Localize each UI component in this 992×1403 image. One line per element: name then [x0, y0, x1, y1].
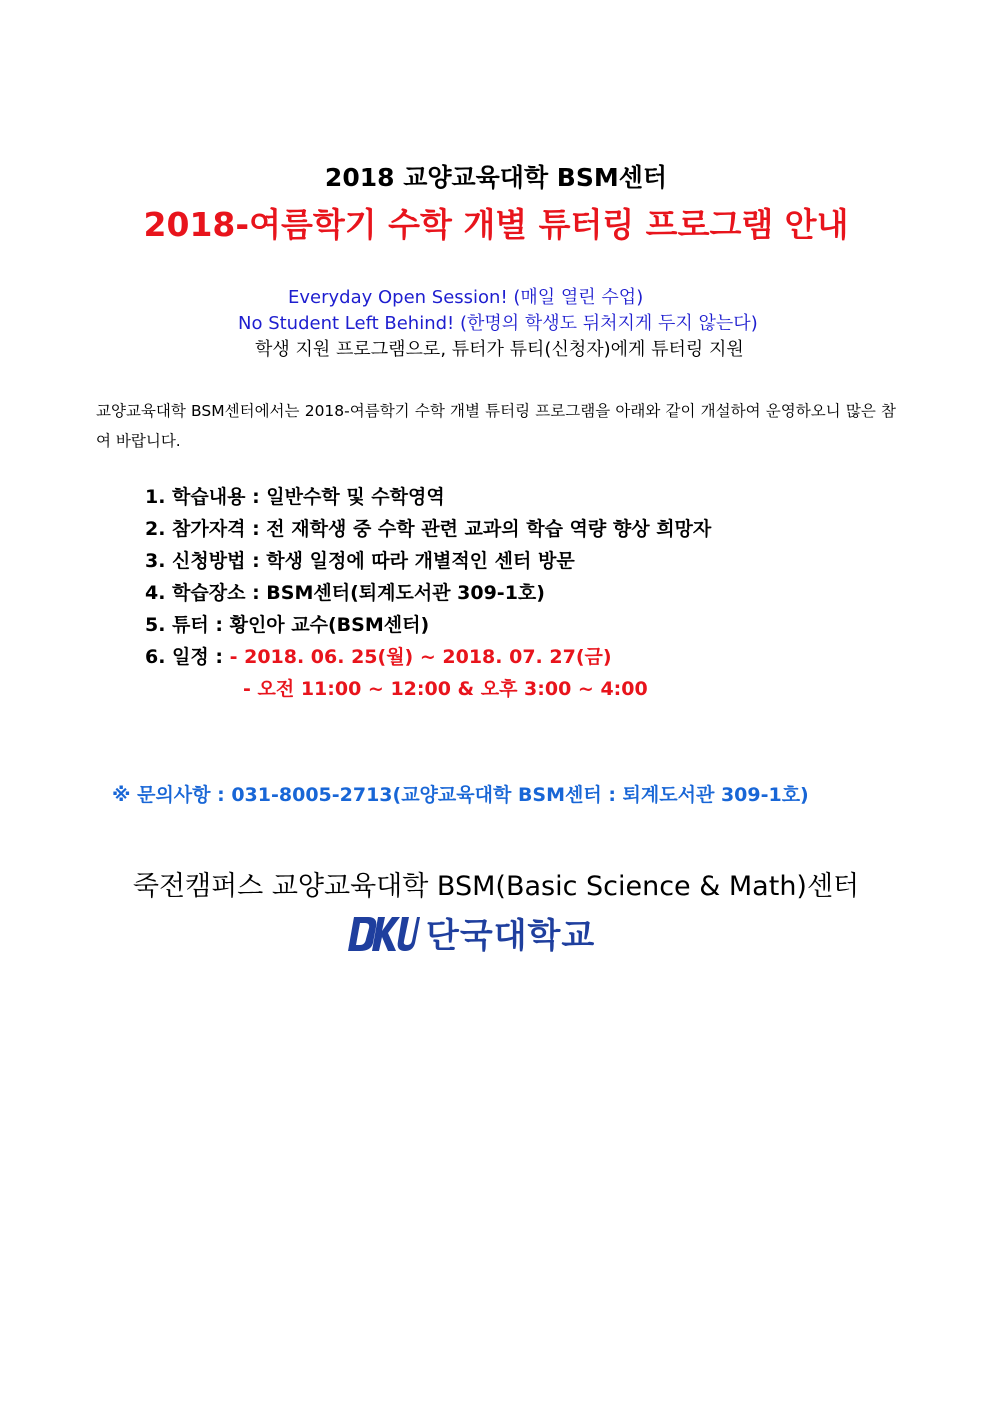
- details-list: [145, 484, 711, 708]
- detail-schedule: [145, 644, 711, 676]
- intro-paragraph: 교양교육대학 BSM센터에서는 2018-여름학기 수학 개별 튜터링 프로그램을 아래와 같이 개설하여 운영하오니 많은 참여 바랍니다.: [96, 402, 896, 450]
- detail-eligibility: 2. 참가자격 : 전 재학생 중 수학 관련 교과의 학습 역량 향상 희망자: [145, 518, 712, 540]
- dku-logo-icon: [348, 913, 420, 953]
- contact-info: ※ 문의사항 : 031-8005-2713(교양교육대학 BSM센터 : 퇴계도서관 309-1호): [112, 784, 809, 806]
- detail-location: 4. 학습장소 : BSM센터(퇴계도서관 309-1호): [145, 582, 545, 604]
- schedule-label: 6. 일정 :: [145, 646, 230, 668]
- university-logo: [348, 908, 595, 957]
- page-title: 2018 교양교육대학 BSM센터: [324, 163, 668, 192]
- slogan-support: 학생 지원 프로그램으로, 튜터가 튜티(신청자)에게 튜터링 지원: [255, 339, 744, 360]
- footer-organization: 죽전캠퍼스 교양교육대학 BSM(Basic Science & Math)센터: [132, 871, 860, 902]
- detail-application: 3. 신청방법 : 학생 일정에 따라 개별적인 센터 방문: [145, 550, 575, 572]
- program-title: 2018-여름학기 수학 개별 튜터링 프로그램 안내: [143, 205, 849, 244]
- slogan-open-session: Everyday Open Session! (매일 열린 수업): [288, 287, 644, 308]
- detail-tutor: 5. 튜터 : 황인아 교수(BSM센터): [145, 614, 430, 636]
- detail-content: 1. 학습내용 : 일반수학 및 수학영역: [145, 486, 445, 508]
- schedule-dates: - 2018. 06. 25(월) ~ 2018. 07. 27(금): [229, 646, 612, 668]
- university-name: 단국대학교: [426, 916, 596, 956]
- schedule-times: - 오전 11:00 ~ 12:00 & 오후 3:00 ~ 4:00: [243, 678, 648, 700]
- slogan-no-student-left: No Student Left Behind! (한명의 학생도 뒤처지게 두지 않는다): [238, 313, 758, 334]
